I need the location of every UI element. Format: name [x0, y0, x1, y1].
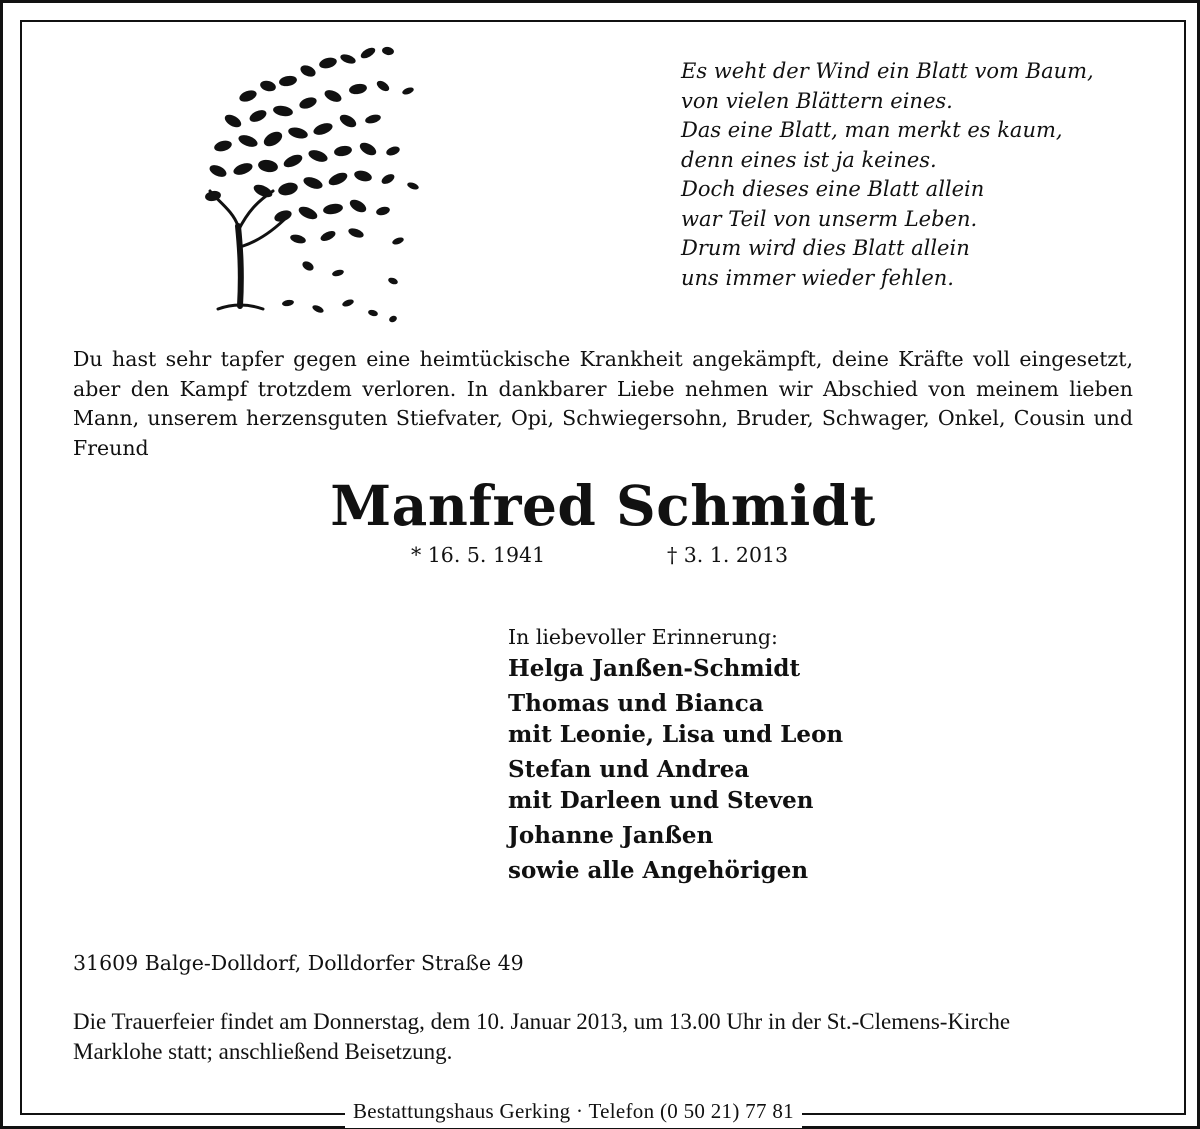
funeral-service-info: Die Trauerfeier findet am Donnerstag, dem 10. Januar 2013, um 13.00 Uhr in der St.-Clemens-Kirche Marklohe statt; anschließend Beisetzung.	[73, 1009, 1011, 1064]
mourner-children: mit Leonie, Lisa und Leon	[508, 721, 844, 748]
mourner-name: Thomas und Bianca	[508, 690, 764, 717]
funeral-home-footer: Bestattungshaus Gerking · Telefon (0 50 21) 77 81	[345, 1096, 802, 1128]
mourner-name: Johanne Janßen	[508, 822, 714, 849]
mourner-name: sowie alle Angehörigen	[508, 857, 809, 884]
family-address: 31609 Balge-Dolldorf, Dolldorfer Straße 49	[73, 951, 524, 975]
windblown-tree-icon	[188, 41, 433, 331]
mourner-name: Helga Janßen-Schmidt	[508, 655, 801, 682]
memory-label: In liebevoller Erinnerung:	[508, 625, 778, 649]
poem-line: denn eines ist ja keines.	[681, 147, 937, 172]
mourners-block	[508, 623, 1108, 890]
poem-line: von vielen Blättern eines.	[681, 88, 953, 113]
deceased-name: Manfred Schmidt	[330, 473, 876, 538]
poem-line: war Teil von unserm Leben.	[681, 206, 978, 231]
mourner-children: mit Darleen und Steven	[508, 787, 814, 814]
poem-line: Das eine Blatt, man merkt es kaum,	[681, 118, 1063, 142]
mourner-entry	[508, 653, 1108, 684]
intro-text: Du hast sehr tapfer gegen eine heimtückische Krankheit angekämpft, deine Kräfte voll eingesetzt, aber den Kampf trotzdem verloren. In dankbarer Liebe nehmen wir Abschied von meinem lieben Mann, unserem herzensguten Stiefvater, Opi, Schwiegersohn, Bruder, Schwager, Onkel, Cousin und Freund	[73, 347, 1133, 460]
poem	[681, 57, 1181, 293]
mourner-entry	[508, 820, 1108, 851]
mourner-entry	[508, 688, 1108, 750]
poem-line: Drum wird dies Blatt allein	[681, 236, 970, 260]
mourner-entry	[508, 855, 1108, 886]
poem-line: Doch dieses eine Blatt allein	[681, 177, 985, 201]
poem-line: uns immer wieder fehlen.	[681, 265, 954, 290]
mourner-entry	[508, 754, 1108, 816]
mourner-name: Stefan und Andrea	[508, 756, 750, 783]
poem-line: Es weht der Wind ein Blatt vom Baum,	[681, 59, 1094, 83]
birth-date: * 16. 5. 1941	[411, 543, 546, 567]
death-date: † 3. 1. 2013	[667, 543, 789, 567]
